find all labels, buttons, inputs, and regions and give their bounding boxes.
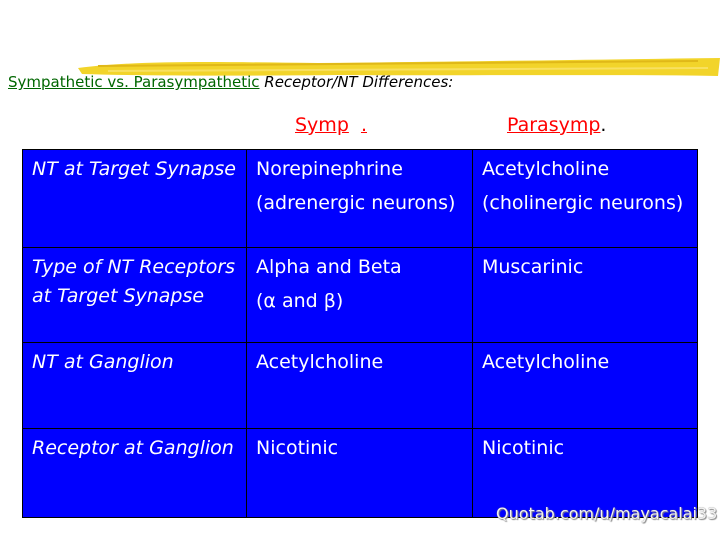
table-row [23, 248, 698, 343]
symp-cell-line: Nicotinic [256, 437, 339, 459]
row-label: NT at Ganglion [23, 343, 247, 429]
symp-cell-line: (α and β) [256, 290, 344, 312]
para-cell-line: Muscarinic [482, 256, 584, 278]
para-cell-line: (cholinergic neurons) [482, 192, 684, 214]
para-cell [473, 150, 698, 248]
title-subtitle: Receptor/NT Differences: [264, 73, 454, 91]
para-cell-line: Acetylcholine [482, 158, 610, 180]
para-cell-line: Acetylcholine [482, 351, 610, 373]
parasymp-label: Parasymp [507, 114, 601, 136]
title-link[interactable]: Sympathetic vs. Parasympathetic [8, 73, 260, 91]
parasymp-suffix: . [600, 114, 607, 136]
symp-cell [247, 248, 473, 343]
table-row [23, 150, 698, 248]
row-label: Type of NT Receptors at Target Synapse [23, 248, 247, 343]
slide-title [8, 73, 453, 91]
symp-cell-line: (adrenergic neurons) [256, 192, 456, 214]
row-label: Receptor at Ganglion [23, 429, 247, 518]
column-header-parasymp [507, 114, 606, 136]
column-header-symp [295, 114, 367, 136]
symp-label: Symp [295, 114, 349, 136]
symp-cell [247, 150, 473, 248]
symp-cell-line: Alpha and Beta [256, 256, 402, 278]
row-label: NT at Target Synapse [23, 150, 247, 248]
comparison-table [22, 149, 698, 518]
symp-cell-line: Acetylcholine [256, 351, 384, 373]
symp-cell-line: Norepinephrine [256, 158, 403, 180]
symp-cell [247, 429, 473, 518]
table-row [23, 343, 698, 429]
para-cell [473, 343, 698, 429]
para-cell-line: Nicotinic [482, 437, 565, 459]
watermark: Quotab.com/u/mayacalai33 [496, 504, 718, 523]
symp-cell [247, 343, 473, 429]
para-cell [473, 248, 698, 343]
symp-suffix: . [360, 114, 368, 136]
